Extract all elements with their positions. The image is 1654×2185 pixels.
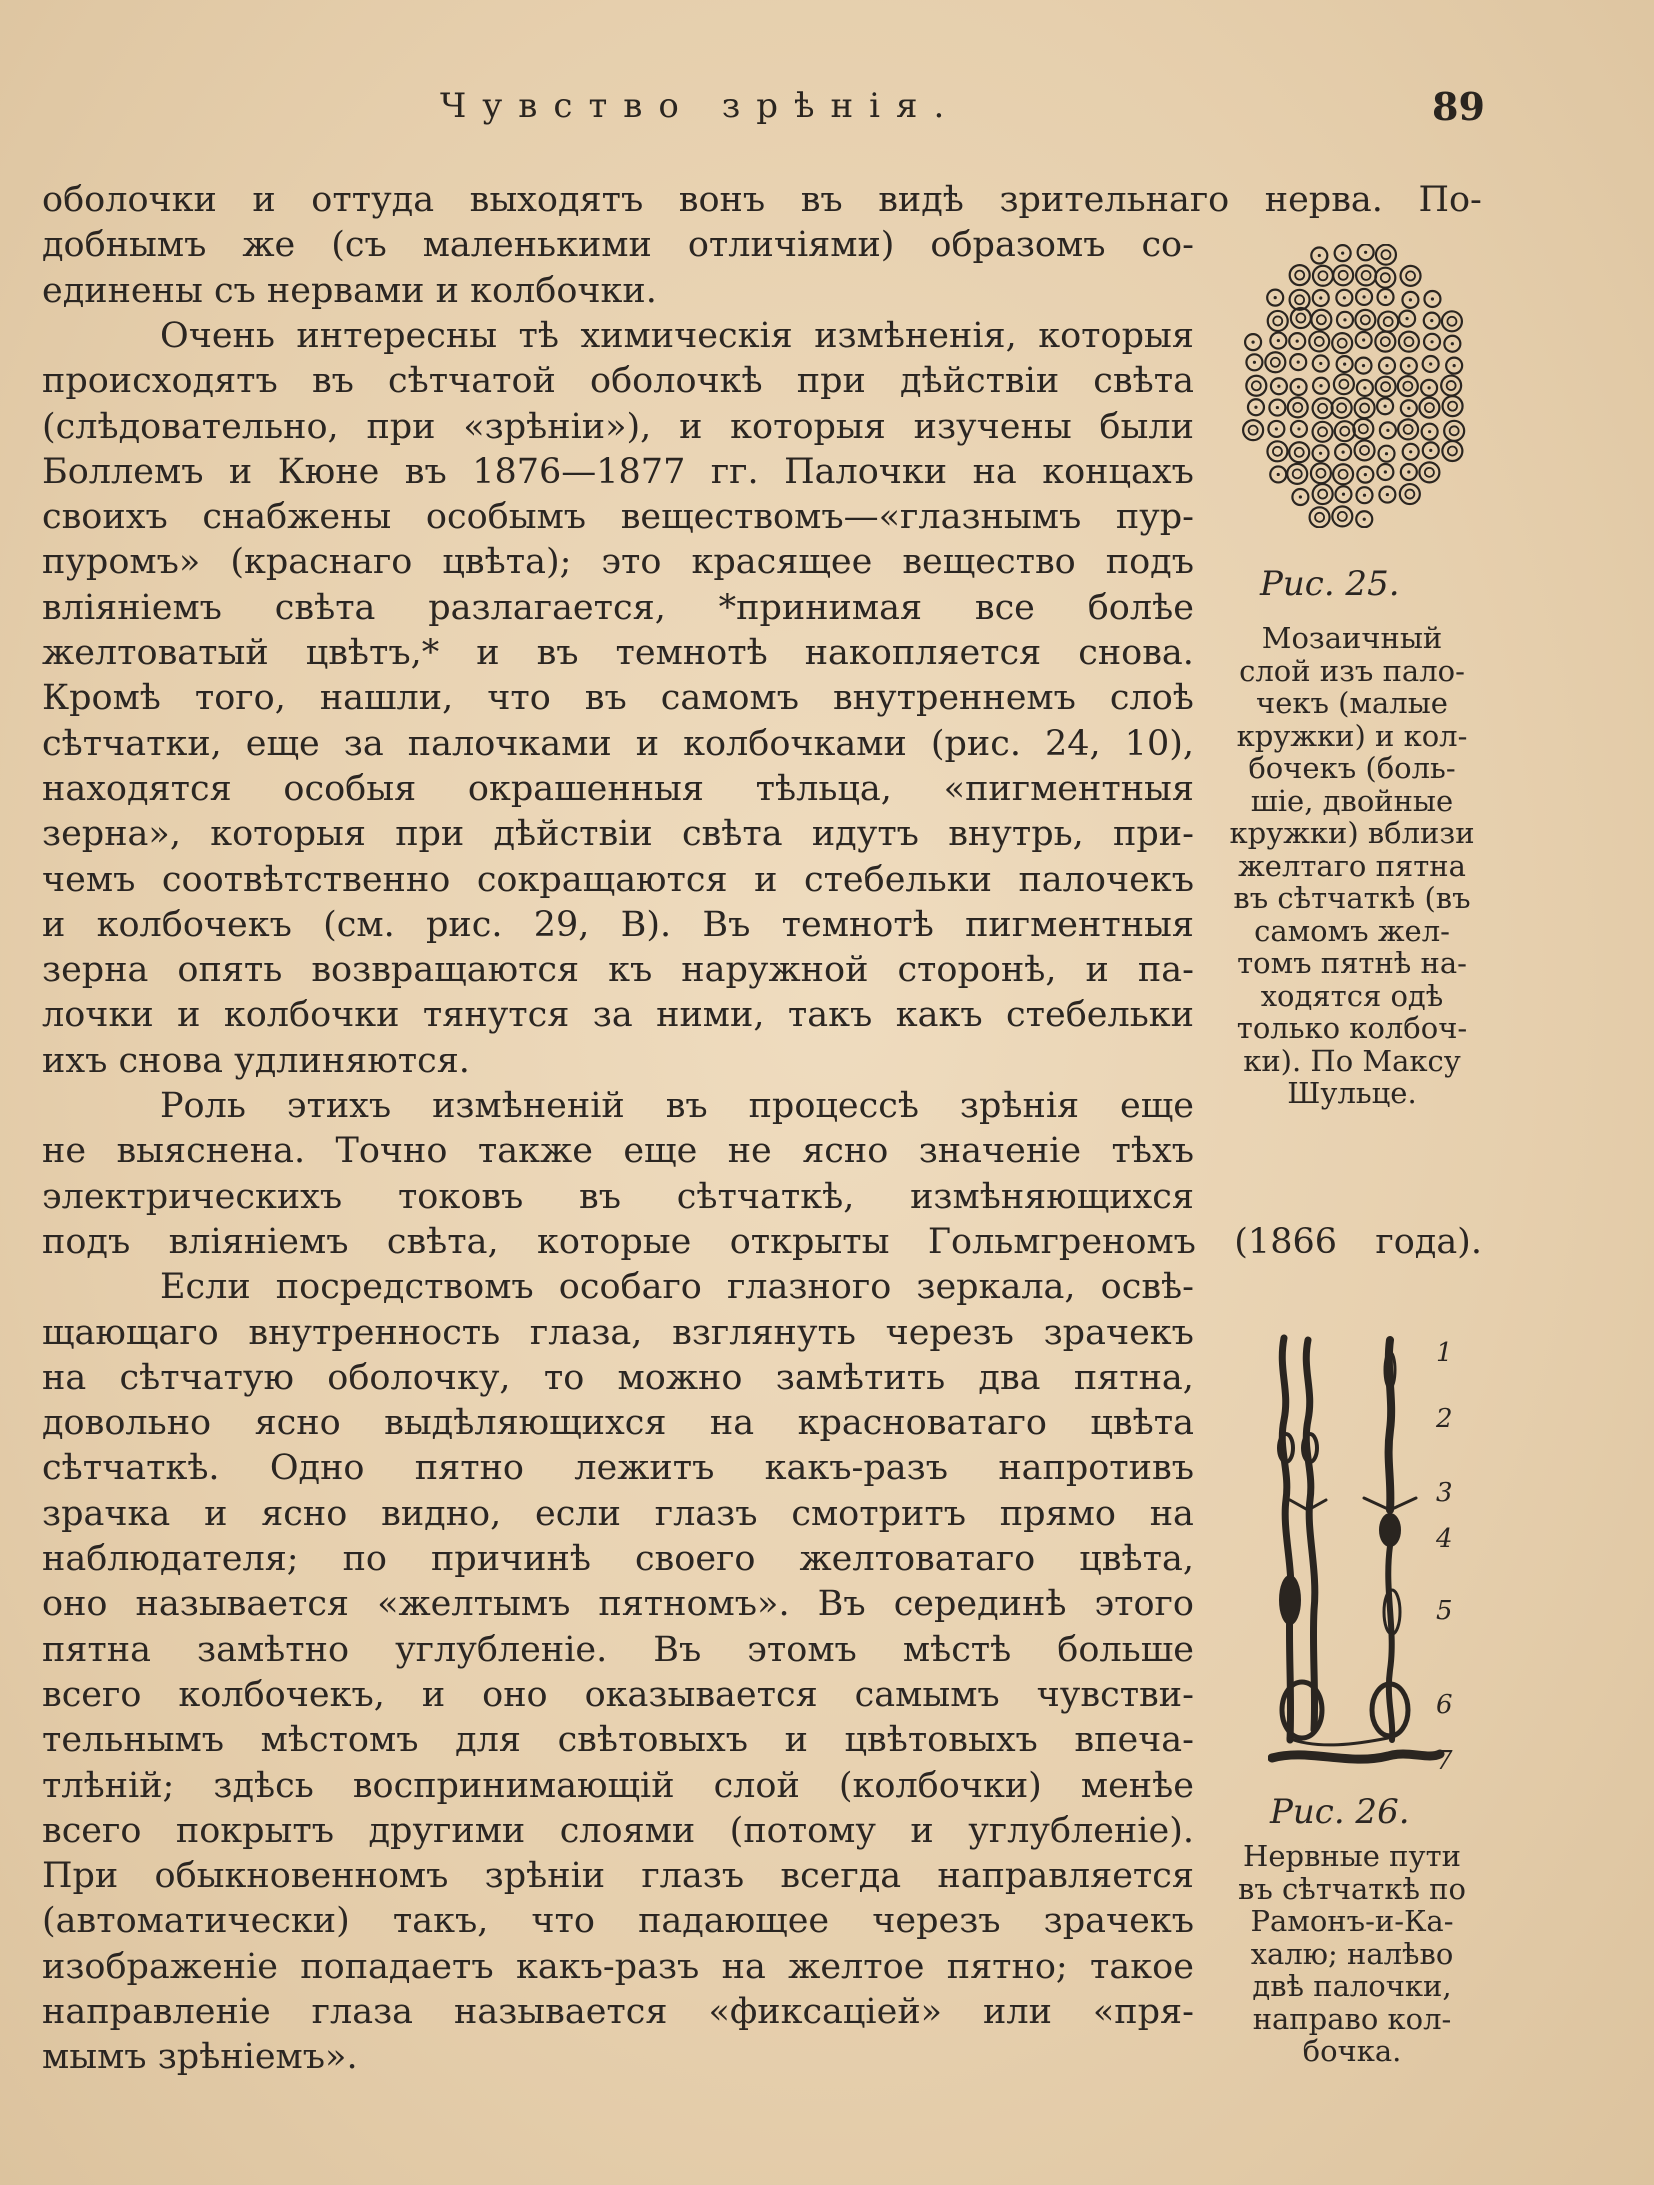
text-line: довольно ясно выдѣляющихся на красноватаго цвѣта [42,1403,1194,1444]
text-line: направленіе глаза называется «фиксаціей» или «пря- [42,1992,1194,2032]
caption-line: чекъ (малые [1256,686,1448,720]
cone-cell [1399,332,1419,352]
text-line: изображеніе попадаетъ какъ-разъ на желтое пятно; такое [42,1946,1194,1987]
text-line: находятся особыя окрашенныя тѣльца, «пигментныя [42,768,1194,809]
rod-cell-dot [1341,252,1344,255]
text-line: пятна замѣтно углубленіе. Въ этомъ мѣстѣ больше [42,1629,1194,1670]
cone-cell [1375,268,1395,288]
rod-cell-dot [1385,364,1388,367]
caption-line: направо кол- [1252,2001,1452,2036]
caption-line: бочекъ (боль- [1248,751,1456,785]
caption-line: слой изъ пало- [1239,653,1465,688]
cone-cell [1401,266,1421,286]
rod-cell-dot [1431,297,1434,300]
rod-cell-dot [1362,338,1365,341]
cone-cell [1265,352,1285,372]
cone-cell [1335,421,1355,441]
text-line: Боллемъ и Кюне въ 1876—1877 гг. Палочки на концахъ [42,451,1194,492]
text-line: желтоватый цвѣтъ,* и въ темнотѣ накопляется снова. [42,633,1194,673]
cone-cell-inner [1339,271,1348,280]
cone-cell-inner [1338,339,1347,348]
cone-cell-inner [1338,512,1347,521]
rod-cell-dot [1275,427,1278,430]
cone-cell [1375,332,1395,352]
cone-cell-inner [1425,403,1434,412]
cone-cell-inner [1252,381,1261,390]
rod-cell-dot [1362,364,1365,367]
cone-cell-inner [1318,271,1327,280]
cone-cell [1313,266,1333,286]
text-line: пуромъ» (краснаго цвѣта); это красящее вещество подъ [42,542,1194,583]
rod-cell-dot [1318,254,1321,257]
caption-line: ки). По Максу [1243,1043,1461,1078]
cone-cell-inner [1381,382,1390,391]
text-line: вліяніемъ свѣта разлагается, *принимая все болѣе [42,587,1194,628]
rod-cell-dot [1342,451,1345,454]
caption-line: шіе, двойные [1250,783,1454,818]
rod-cell-dot [1363,494,1366,497]
rod-cell-dot [1364,473,1367,476]
cone-cell-inner [1404,425,1413,434]
text-line: щающаго внутренность глаза, взглянуть черезъ зрачекъ [42,1312,1194,1353]
rod-cell-dot [1427,386,1430,389]
rod-cell-dot [1253,361,1256,364]
text-line: ихъ снова удлиняются. [42,1040,470,1081]
text-line: тлѣній; здѣсь воспринимающій слой (колбочки) менѣе [42,1765,1194,1806]
cone-cell-inner [1381,250,1390,259]
cone-cell-inner [1425,468,1434,477]
caption-line: Нервные пути [1243,1839,1461,1873]
cone-cell-inner [1273,447,1282,456]
cone-cell [1441,376,1461,396]
cone-cell-inner [1384,317,1393,326]
text-line: сѣтчаткѣ. Одно пятно лежитъ какъ-разъ напротивъ [42,1448,1194,1489]
rod-cell-dot [1343,296,1346,299]
cone-cell [1398,376,1418,396]
cone-cell-inner [1340,427,1349,436]
rod-cell-dot [1277,339,1280,342]
cone-cell-inner [1273,316,1282,325]
figure-25-mosaic [1236,244,1472,528]
text-line: сѣтчатки, еще за палочками и колбочками (рис. 24, 10), [42,723,1194,764]
layer-number: 6 [1436,1690,1453,1720]
cone-cell-inner [1406,271,1415,280]
caption-line: въ сѣтчаткѣ по [1238,1871,1466,1906]
rod-cell-dot [1276,406,1279,409]
cone-cell-inner [1318,427,1327,436]
caption-line: Мозаичный [1261,621,1443,655]
cone-cell-inner [1361,315,1370,324]
running-title: Чувство зрѣнія. [440,86,961,126]
rod-cell-dot [1343,363,1346,366]
cone-cell-inner [1381,273,1390,282]
cone-cell [1334,374,1354,394]
text-line: зерна опять возвращаются къ наружной сторонѣ, и па- [42,950,1194,991]
cone-cell [1355,310,1375,330]
cone-cell [1290,265,1310,285]
text-line: чемъ соотвѣтственно сокращаются и стебельки палочекъ [42,859,1194,900]
rod-cell-dot [1429,362,1432,365]
text-line: происходятъ въ сѣтчатой оболочкѣ при дѣйствіи свѣта [42,361,1194,402]
cone-cell [1333,464,1353,484]
caption-line: Шульце. [1287,1076,1417,1110]
cone-cell [1288,397,1308,417]
cone-cell-inner [1318,490,1327,499]
rod-cell-dot [1409,450,1412,453]
cone-cell-inner [1359,424,1368,433]
text-line: и колбочекъ (см. рис. 29, B). Въ темнотѣ пигментныя [42,904,1194,945]
cone-cell [1268,311,1288,331]
cone-cell [1287,464,1307,484]
layer-number: 1 [1436,1338,1453,1368]
rod-cell-dot [1385,452,1388,455]
cone-cell [1290,290,1310,310]
cone-cell [1400,484,1420,504]
text-line: Если посредствомъ особаго глазного зеркала, освѣ- [160,1267,1194,1308]
layer-number: 2 [1436,1404,1453,1434]
cone-cell-inner [1339,470,1348,479]
caption-line: двѣ палочки, [1252,1969,1452,2003]
cone-cell [1442,441,1462,461]
cone-cell-inner [1448,446,1457,455]
caption-line: бочка. [1302,2034,1402,2068]
layer-number: 4 [1436,1524,1453,1554]
cone-cell [1353,419,1373,439]
text-line: Очень интересны тѣ химическія измѣненія, которыя [160,315,1194,356]
caption-line: кружки) и кол- [1236,718,1468,753]
rod-cell-dot [1319,452,1322,455]
cone-cell [1313,398,1333,418]
cone-cell-inner [1295,448,1304,457]
rod-cell-dot [1319,362,1322,365]
rod-cell-dot [1299,495,1302,498]
page-number: 89 [1432,84,1485,129]
cone-cell [1443,396,1463,416]
caption-line: желтаго пятна [1238,848,1466,883]
rod-cell-dot [1451,342,1454,345]
cone-cell [1313,422,1333,442]
cone-cell [1291,308,1311,328]
rod-cell-dot [1384,405,1387,408]
figure-26-nerve-paths [1268,1330,1448,1780]
rod-cell-dot [1430,319,1433,322]
cone-cell-inner [1295,271,1304,280]
text-line: зерна», которыя при дѣйствіи свѣта идутъ внутрь, при- [42,814,1194,855]
cone-cell-inner [1405,490,1414,499]
layer-number: 3 [1436,1478,1453,1508]
cone-cell [1376,245,1396,265]
cone-cell [1267,441,1287,461]
rod-cell-dot [1386,493,1389,496]
cone-cell [1246,376,1266,396]
text-line: (автоматически) такъ, что падающее черезъ зрачекъ [42,1901,1194,1942]
cone-cell-inner [1360,446,1369,455]
cone-cell [1378,312,1398,332]
text-line: (слѣдовательно, при «зрѣніи»), и которыя изучены были [42,406,1194,447]
cone-cell [1309,331,1329,351]
rod-cell-dot [1453,364,1456,367]
text-line: Роль этихъ измѣненій въ процессѣ зрѣнія еще [160,1086,1194,1126]
rod-cell-dot [1277,385,1280,388]
cone-cell-inner [1315,513,1324,522]
cone-cell-inner [1315,337,1324,346]
cone-cell-inner [1295,295,1304,304]
cone-cell-inner [1249,426,1258,435]
cone-cell-inner [1447,317,1456,326]
rod-cell-dot [1254,406,1257,409]
rod-cell-dot [1409,298,1412,301]
rod-cell-dot [1274,296,1277,299]
cone-cell [1419,462,1439,482]
cone-cell-inner [1404,337,1413,346]
text-line: оно называется «желтымъ пятномъ». Въ серединѣ этого [42,1584,1194,1625]
cone-cell-inner [1339,380,1348,389]
cone-cell-inner [1271,358,1280,367]
text-line: добнымъ же (съ маленькими отличіями) образомъ со- [42,225,1194,266]
caption-line: Рамонъ-и-Ка- [1250,1904,1454,1938]
cone-cell-inner [1318,404,1327,413]
cone-cell [1311,310,1331,330]
caption-line: въ сѣтчаткѣ (въ [1233,881,1471,915]
text-line: зрачка и ясно видно, если глазъ смотритъ прямо на [42,1493,1194,1534]
rod-cell-dot [1430,340,1433,343]
rod-cell-dot [1384,295,1387,298]
cone-cell [1313,484,1333,504]
text-line: лочки и колбочки тянутся за ними, такъ какъ стебельки [42,995,1194,1036]
rod-cell-dot [1429,449,1432,452]
text-line: подъ вліяніемъ свѣта, которые открыты Гольмгреномъ (1866 года). [42,1221,1482,1262]
text-line: мымъ зрѣніемъ». [42,2037,358,2078]
cone-cell [1398,419,1418,439]
cone-cell [1332,333,1352,353]
cone-cell-inner [1403,382,1412,391]
cone-cell-inner [1450,426,1459,435]
text-line: оболочки и оттуда выходятъ вонъ въ видѣ зрительнаго нерва. По- [42,180,1482,220]
rod-cell-dot [1362,295,1365,298]
cone-cell [1333,265,1353,285]
cone-cell-inner [1448,402,1457,411]
caption-line: самомъ жел- [1254,913,1450,948]
rod-cell-dot [1297,361,1300,364]
cone-cell [1355,440,1375,460]
rod-cell-dot [1296,340,1299,343]
rod-cell-dot [1405,317,1408,320]
text-line: электрическихъ токовъ въ сѣтчаткѣ, измѣняющихся [42,1176,1194,1217]
rod-cell-dot [1364,251,1367,254]
caption-line: кружки) вблизи [1229,816,1475,850]
text-line: своихъ снабжены особымъ веществомъ—«глазнымъ пур- [42,497,1194,538]
figure-25-label: Рис. 25. [1260,564,1400,604]
rod-cell-dot [1363,386,1366,389]
cone-cell [1311,463,1331,483]
cone-cell [1444,421,1464,441]
cone-cell [1376,377,1396,397]
caption-line: ходятся одѣ [1260,978,1444,1013]
cone-cell [1243,420,1263,440]
layer-number: 5 [1436,1596,1453,1626]
text-line: наблюдателя; по причинѣ своего желтоватаго цвѣта, [42,1539,1194,1579]
rod-cell-dot [1319,296,1322,299]
rod-cell-dot [1384,470,1387,473]
cone-cell [1332,506,1352,526]
rod-cell-dot [1319,384,1322,387]
rod-cell-dot [1297,427,1300,430]
cone-cell-inner [1447,381,1456,390]
cone-cell-inner [1317,315,1326,324]
cone-cell-inner [1337,403,1346,412]
cone-cell-inner [1362,271,1371,280]
rod-cell-dot [1277,473,1280,476]
rod-cell-dot [1343,318,1346,321]
rod-cell-dot [1428,430,1431,433]
text-line: тельнымъ мѣстомъ для свѣтовыхъ и цвѣтовыхъ впеча- [42,1720,1194,1761]
cone-cell [1442,311,1462,331]
cone-cell [1356,265,1376,285]
cone-cell [1289,442,1309,462]
text-line: не выяснена. Точно также еще не ясно значеніе тѣхъ [42,1131,1194,1172]
rod-cell-dot [1407,470,1410,473]
cone-cell-inner [1293,469,1302,478]
rod-cell-dot [1407,364,1410,367]
caption-line: халю; налѣво [1250,1936,1454,1971]
rod-cell-dot [1251,341,1254,344]
text-line: При обыкновенномъ зрѣніи глазъ всегда направляется [42,1856,1194,1897]
caption-line: только колбоч- [1236,1011,1468,1045]
cone-cell-inner [1360,404,1369,413]
cone-cell-inner [1293,403,1302,412]
cone-cell-inner [1296,314,1305,323]
rod-cell-dot [1386,429,1389,432]
cone-cell [1355,398,1375,418]
text-line: всего покрытъ другими слоями (потому и углубленіе). [42,1810,1194,1851]
cone-cell [1332,398,1352,418]
cone-cell [1310,507,1330,527]
rod-cell-dot [1363,518,1366,521]
rod-cell-dot [1407,407,1410,410]
text-line: единены съ нервами и колбочки. [42,270,657,311]
text-line: Кромѣ того, нашли, что въ самомъ внутреннемъ слоѣ [42,678,1194,719]
rod-cell-dot [1342,493,1345,496]
cone-cell [1419,398,1439,418]
cone-cell-inner [1316,469,1325,478]
cone-cell-inner [1381,337,1390,346]
text-line: всего колбочекъ, и оно оказывается самымъ чувстви- [42,1674,1194,1715]
text-line: на сѣтчатую оболочку, то можно замѣтить два пятна, [42,1357,1194,1398]
caption-line: томъ пятнѣ на- [1237,946,1467,980]
figure-26-label: Рис. 26. [1270,1792,1410,1832]
rod-cell-dot [1297,385,1300,388]
layer-number: 7 [1436,1746,1453,1776]
